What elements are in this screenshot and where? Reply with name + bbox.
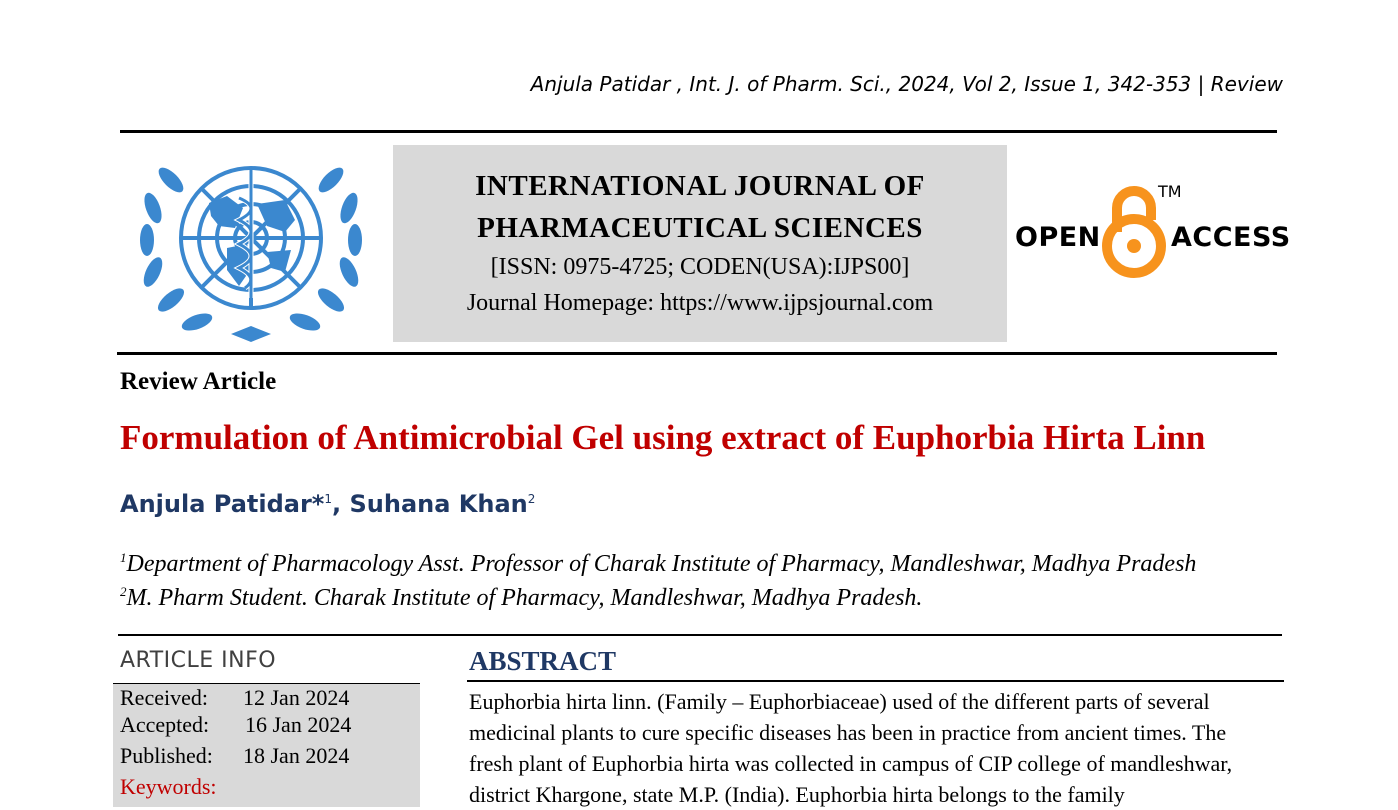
open-access-logo <box>1015 180 1291 280</box>
accepted-label: Accepted: <box>120 712 210 737</box>
header-bottom-rule <box>117 352 1277 355</box>
open-access-trademark: TM <box>1158 182 1182 201</box>
affiliation-mark: 2 <box>120 584 127 599</box>
affiliation-text: Department of Pharmacology Asst. Professor of Charak Institute of Pharmacy, Mandleshwar, Madhya Pradesh <box>126 551 1197 577</box>
published-date: 18 Jan 2024 <box>243 743 350 768</box>
author-affiliation-mark: 2 <box>527 492 536 506</box>
journal-masthead-box <box>393 145 1007 342</box>
journal-emblem-logo <box>135 148 367 344</box>
abstract-line: district Khargone, state M.P. (India). Euphorbia hirta belongs to the family <box>469 782 1125 807</box>
journal-title-line1: INTERNATIONAL JOURNAL OF <box>475 170 925 202</box>
article-type-label: Review Article <box>120 368 277 395</box>
journal-homepage: Journal Homepage: https://www.ijpsjournal.com <box>466 290 934 316</box>
article-info-heading: ARTICLE INFO <box>120 648 277 673</box>
affiliation-mark: 1 <box>120 550 127 565</box>
abstract-rule <box>467 680 1284 682</box>
accepted-date: 16 Jan 2024 <box>245 712 352 737</box>
abstract-line: Euphorbia hirta linn. (Family – Euphorbiaceae) used of the different parts of several <box>469 689 1210 714</box>
abstract-line: medicinal plants to cure specific diseases has been in practice from ancient times. The <box>469 720 1227 745</box>
open-access-access-text: ACCESS <box>1171 222 1291 253</box>
header-top-rule <box>120 130 1277 133</box>
abstract-body <box>469 686 1282 810</box>
author-name: Anjula Patidar* <box>120 490 325 518</box>
received-date: 12 Jan 2024 <box>243 685 350 710</box>
received-row <box>120 685 349 711</box>
author-list: Anjula Patidar*$^1$, Suhana Khan$^2$ <box>120 490 536 518</box>
published-label: Published: <box>120 743 213 768</box>
journal-issn: [ISSN: 0975-4725; CODEN(USA):IJPS00] <box>490 254 910 280</box>
abstract-line: fresh plant of Euphorbia hirta was collected in campus of CIP college of mandleshwar, <box>469 751 1233 776</box>
author-name: Suhana Khan <box>349 490 528 518</box>
open-access-open-text: OPEN <box>1015 222 1101 253</box>
article-info-box <box>113 683 420 807</box>
affiliation-2 <box>120 584 922 612</box>
affiliation-text: M. Pharm Student. Charak Institute of Pharmacy, Mandleshwar, Madhya Pradesh. <box>126 585 923 611</box>
running-head: Anjula Patidar , Int. J. of Pharm. Sci., 2024, Vol 2, Issue 1, 342-353 | Review <box>530 72 1283 96</box>
author-affiliation-mark: 1 <box>324 492 332 506</box>
keywords-label: Keywords: <box>120 774 217 799</box>
journal-title-line2: PHARMACEUTICAL SCIENCES <box>477 212 923 244</box>
article-title: Formulation of Antimicrobial Gel using extract of Euphorbia Hirta Linn <box>120 418 1206 457</box>
abstract-heading: ABSTRACT <box>469 646 617 676</box>
received-label: Received: <box>120 685 208 710</box>
affiliation-1 <box>120 550 1196 578</box>
accepted-row <box>120 712 351 738</box>
published-row <box>120 743 349 769</box>
section-rule <box>118 634 1282 636</box>
